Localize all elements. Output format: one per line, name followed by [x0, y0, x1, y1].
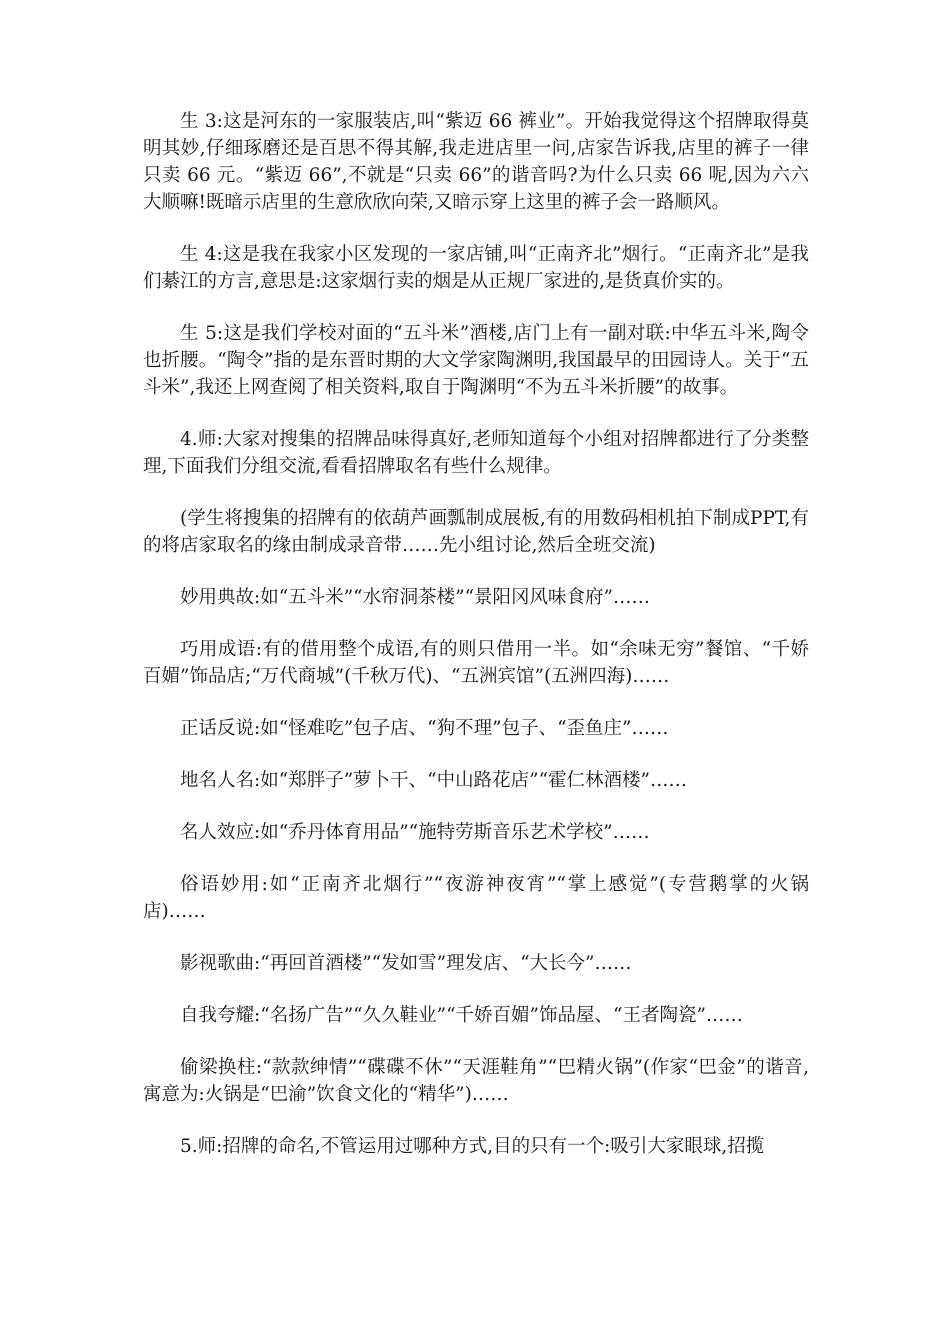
paragraph-category-names: 地名人名:如“郑胖子”萝卜干、“中山路花店”“霍仁林酒楼”…… [180, 770, 687, 791]
paragraph-teacher-4: 4.师:大家对搜集的招牌品味得真好,老师知道每个小组对招牌都进行了分类整理,下面我们分组交流,看看招牌取名有些什么规律。 [143, 429, 809, 477]
paragraph-category-film-songs: 影视歌曲:“再回首酒楼”“发如雪”理发店、“大长今”…… [180, 953, 632, 974]
paragraph-category-homophone: 偷梁换柱:“款款绅情”“碟碟不休”“天涯鞋角”“巴精火锅”(作家“巴金”的谐音,寓意为:火锅是“巴渝”饮食文化的“精华”)…… [143, 1057, 809, 1105]
paragraph-student-5: 生 5:这是我们学校对面的“五斗米”酒楼,店门上有一副对联:中华五斗米,陶令也折腰。“陶令”指的是东晋时期的大文学家陶渊明,我国最早的田园诗人。关于“五斗米”,我还上网查阅了相关资料,取自于陶渊明“不为五斗米折腰”的故事。 [143, 323, 809, 398]
paragraph-category-idiom: 巧用成语:有的借用整个成语,有的则只借用一半。如“余味无穷”餐馆、“千娇百媚”饰品店;“万代商城”(千秋万代)、“五洲宾馆”(五洲四海)…… [143, 639, 809, 687]
paragraph-category-allusion: 妙用典故:如“五斗米”“水帘洞茶楼”“景阳冈风味食府”…… [180, 587, 650, 608]
paragraph-student-4: 生 4:这是我在我家小区发现的一家店铺,叫“正南齐北”烟行。“正南齐北”是我们綦江的方言,意思是:这家烟行卖的烟是从正规厂家进的,是货真价实的。 [143, 244, 809, 292]
paragraph-student-3: 生 3:这是河东的一家服装店,叫“紫迈 66 裤业”。开始我觉得这个招牌取得莫明其妙,仔细琢磨还是百思不得其解,我走进店里一问,店家告诉我,店里的裤子一律只卖 66 元。“紫迈 66”,不就是“只卖 66”的谐音吗?为什么只卖 66 呢,因为六六大顺嘛!既暗示店里的生意欣欣向荣,又暗示穿上这里的裤子会一路顺风。 [143, 111, 809, 213]
paragraph-teacher-5: 5.师:招牌的命名,不管运用过哪种方式,目的只有一个:吸引大家眼球,招揽 [180, 1136, 765, 1157]
paragraph-category-sayings: 俗语妙用:如“正南齐北烟行”“夜游神夜宵”“掌上感觉”(专营鹅掌的火锅店)…… [143, 874, 809, 922]
paragraph-category-irony: 正话反说:如“怪难吃”包子店、“狗不理”包子、“歪鱼庄”…… [180, 718, 669, 739]
paragraph-category-self-praise: 自我夸耀:“名扬广告”“久久鞋业”“千娇百媚”饰品屋、“王者陶瓷”…… [180, 1005, 743, 1026]
document-body [143, 108, 809, 1185]
paragraph-category-celebrity: 名人效应:如“乔丹体育用品”“施特劳斯音乐艺术学校”…… [180, 822, 650, 843]
paragraph-activity-note: (学生将搜集的招牌有的依葫芦画瓢制成展板,有的用数码相机拍下制成PPT,有的将店家取名的缘由制成录音带……先小组讨论,然后全班交流) [143, 508, 809, 556]
